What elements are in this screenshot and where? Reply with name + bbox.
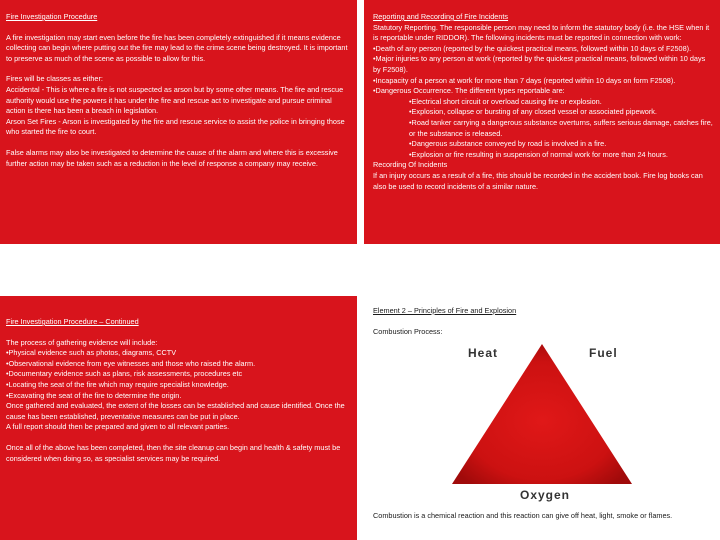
list-item: •Dangerous substance conveyed by road is involved in a fire. [409,139,607,149]
list-item: •Excavating the seat of the fire to determine the origin. [6,390,182,400]
section-heading: Recording Of Incidents [373,160,448,170]
paragraph: Fires will be classes as either: [6,74,103,84]
paragraph: The process of gathering evidence will include: [6,337,158,347]
list-item: •Death of any person (reported by the quickest practical means, followed within 10 days of F2508). [373,43,692,53]
list-item: •Explosion, collapse or bursting of any closed vessel or associated pipework. [409,107,657,117]
fire-triangle-shape [452,344,632,484]
slide-fire-investigation [0,0,357,244]
fire-triangle-svg [364,336,720,506]
list-item: •Dangerous Occurrence. The different types reportable are: [373,86,565,96]
list-item: •Observational evidence from eye witnesses and those who raised the alarm. [6,358,256,368]
triangle-label-fuel: Fuel [589,346,618,360]
caption: Combustion is a chemical reaction and this reaction can give off heat, light, smoke or flames. [373,511,673,520]
paragraph: False alarms may also be investigated to determine the cause of the alarm and where this is excessive further action may be taken such as a reduction in the level of response a company may receive. [6,147,338,168]
paragraph: A full report should then be prepared and given to all relevant parties. [6,422,230,432]
triangle-label-heat: Heat [468,346,499,360]
paragraph: Accidental - This is where a fire is not suspected as arson but by some other means. The fire and rescue authority would use the powers it has under the fire and rescue act to investigate and pursue criminal action is there has been a breach in legislation. [6,84,344,116]
list-item: •Locating the seat of the fire which may require specialist knowledge. [6,379,229,389]
slide-title: Fire Investigation Procedure – Continued [6,317,139,326]
slide-title: Reporting and Recording of Fire Incidents [373,12,509,21]
paragraph: A fire investigation may start even before the fire has been completely extinguished if it means evidence collecting can begin where putting out the fire may lead to the crime scene being destroyed. It is important to preserve as much of the scene as possible to allow for this. [6,32,348,63]
list-item: •Physical evidence such as photos, diagrams, CCTV [6,348,177,358]
list-item: •Road tanker carrying a dangerous substance overturns, suffers serious damage, catches fire, or the substance is released. [409,117,713,138]
list-item: •Explosion or fire resulting in suspension of normal work for more than 24 hours. [409,149,668,159]
slide-fire-triangle [364,296,720,540]
fire-triangle-diagram [364,336,720,506]
paragraph: If an injury occurs as a result of a fire, this should be recorded in the accident book. Fire log books can also be used to record incidents of a similar nature. [373,170,703,191]
paragraph: Once all of the above has been completed, then the site cleanup can begin and health & safety must be considered when doing so, as specialist services may be required. [6,442,341,463]
list-item: •Electrical short circuit or overload causing fire or explosion. [409,96,602,106]
slide-title: Fire Investigation Procedure [6,12,98,21]
list-item: •Major injuries to any person at work (reported by the quickest practical means, followed within 10 days by F2508). [373,54,706,74]
paragraph: Statutory Reporting. The responsible person may need to inform the statutory body (i.e. the HSE when it is reportable under RIDDOR). The following incidents must be reported in connection with work: [373,22,710,43]
triangle-label-oxygen: Oxygen [520,488,571,502]
paragraph: Arson Set Fires - Arson is investigated by the fire and rescue service to assist the police in bringing those who started the fire to court. [6,116,345,137]
paragraph: Once gathered and evaluated, the extent of the losses can be established and cause identified. Once the cause has been established, preventative measures can be put in place. [6,401,345,421]
slide-subtitle: Combustion Process: [373,326,443,336]
list-item: •Documentary evidence such as plans, risk assessments, procedures etc [6,369,243,379]
slide-title: Element 2 – Principles of Fire and Explosion [373,306,517,315]
list-item: •Incapacity of a person at work for more than 7 days (reported within 10 days on form F2508). [373,75,676,85]
slide-reporting-recording [364,0,720,244]
slide-fire-investigation-continued [0,296,357,540]
